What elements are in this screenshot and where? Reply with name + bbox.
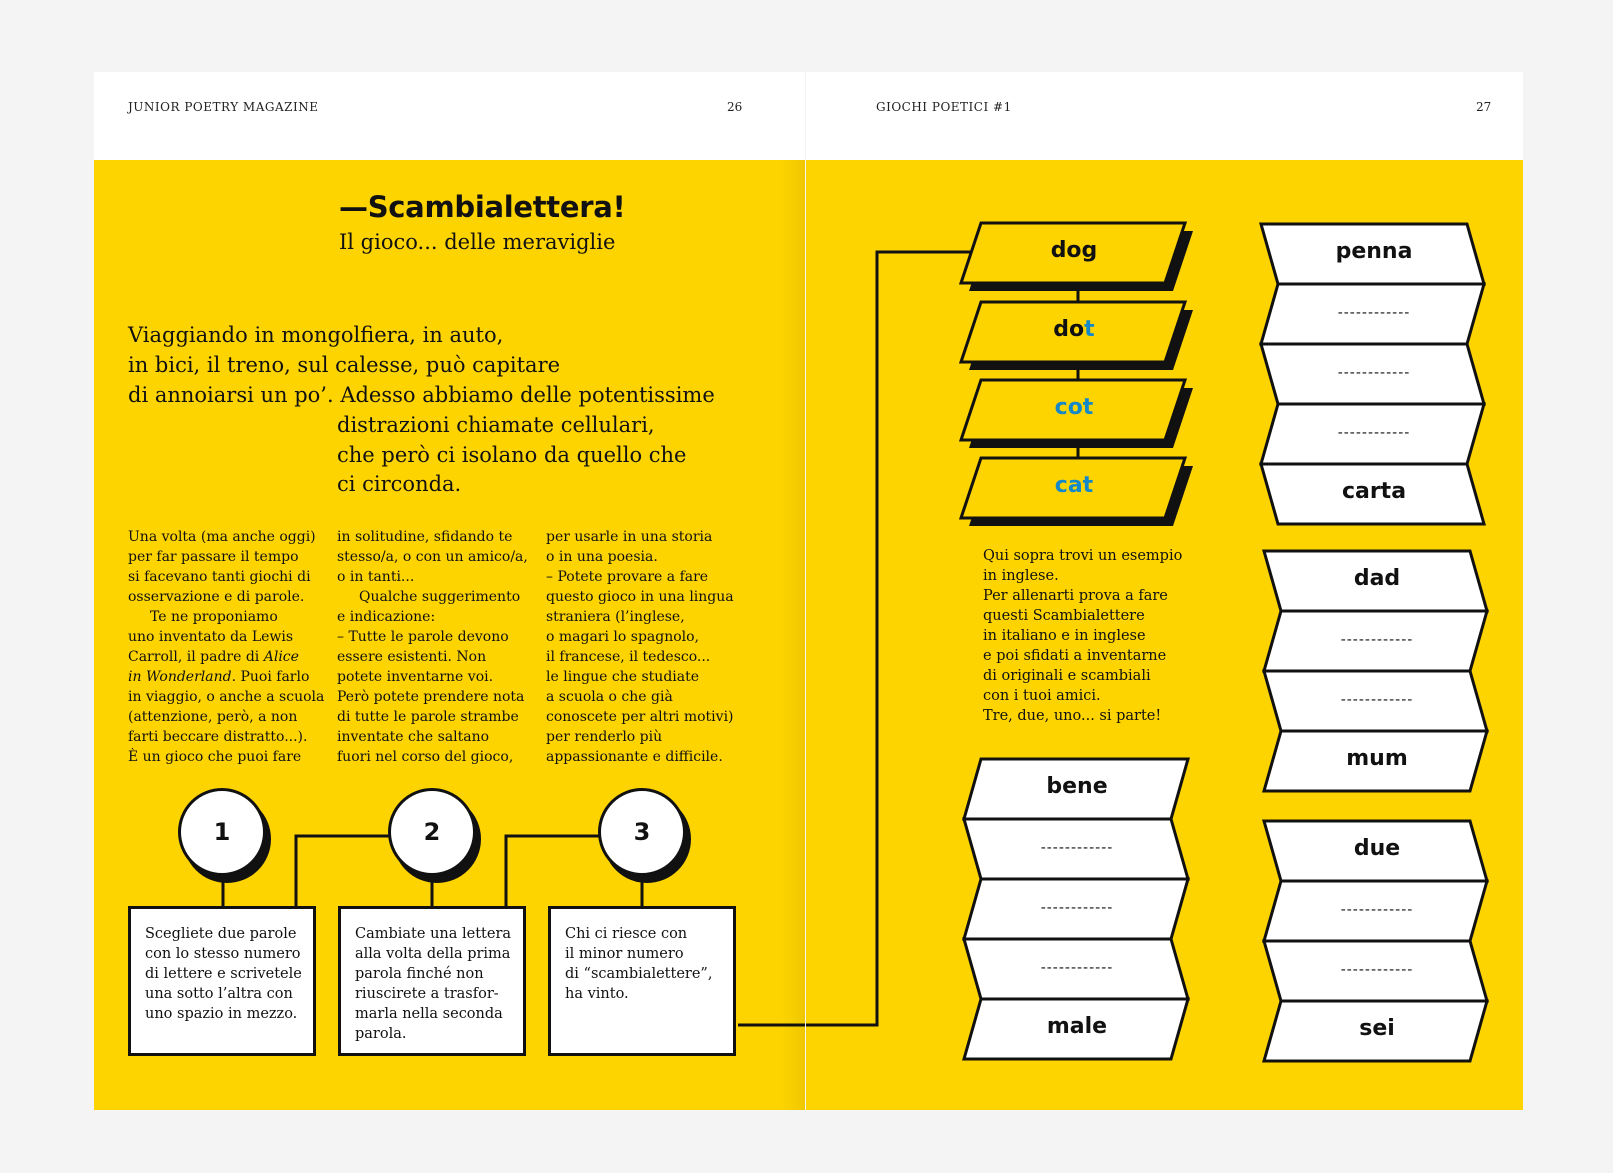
puzzle-blank-slot[interactable]: ------------ [1340, 902, 1414, 918]
step-line: parola. [355, 1026, 407, 1042]
step-line: il minor numero [565, 946, 684, 962]
body-line: È un gioco che puoi fare [128, 749, 302, 765]
puzzle-start-word-penna: penna [1335, 239, 1413, 264]
body-line: questo gioco in una lingua [546, 589, 734, 605]
step-number-3: 3 [598, 788, 686, 876]
body-line: Te ne proponiamo [150, 609, 278, 625]
body-line: inventate che saltano [337, 729, 490, 745]
body-line: osservazione e di parole. [128, 589, 305, 605]
step-box-2 [338, 906, 526, 1056]
step-line: Chi ci riesce con [565, 926, 688, 942]
right-page [806, 72, 1523, 1110]
step-line: Scegliete due parole [145, 926, 297, 942]
puzzle-start-word-due: due [1353, 836, 1401, 861]
example-word-cat [969, 473, 1179, 498]
body-line: straniera (l’inglese, [546, 609, 685, 625]
puzzle-blank-slot[interactable]: ------------ [1040, 840, 1114, 856]
body-line: in solitudine, sfidando te [337, 529, 513, 545]
body-line: in viaggio, o anche a scuola [128, 689, 325, 705]
step-line: riuscirete a trasfor- [355, 986, 499, 1002]
body-line: a scuola o che già [546, 689, 673, 705]
body-line: o magari lo spagnolo, [546, 629, 700, 645]
article-subtitle: Il gioco... delle meraviglie [339, 230, 616, 254]
step-line: di lettere e scrivetele [145, 966, 302, 982]
example-word-prefix: do [1053, 317, 1085, 342]
body-line: conoscete per altri motivi) [546, 709, 734, 725]
body-line: farti beccare distratto...). [128, 729, 308, 745]
puzzle-end-word-male: male [1046, 1014, 1108, 1039]
puzzle-blank-slot[interactable]: ------------ [1340, 632, 1414, 648]
example-line: con i tuoi amici. [983, 688, 1101, 704]
body-line: per usarle in una storia [546, 529, 713, 545]
body-line: si facevano tanti giochi di [128, 569, 311, 585]
body-line: fuori nel corso del gioco, [337, 749, 514, 765]
example-line: Qui sopra trovi un esempio [983, 548, 1183, 564]
page-number-left: 26 [727, 100, 743, 114]
intro-line-1: Viaggiando in mongolfiera, in auto, [128, 323, 504, 347]
puzzle-blank-slot[interactable]: ------------ [1337, 305, 1411, 321]
example-explanation [983, 546, 1182, 726]
body-line: le lingue che studiate [546, 669, 700, 685]
example-line: in inglese. [983, 568, 1059, 584]
puzzle-blank-slot[interactable]: ------------ [1337, 425, 1411, 441]
example-word-changed: t [1084, 317, 1095, 342]
body-line: o in tanti... [337, 569, 415, 585]
body-line: appassionante e difficile. [546, 749, 723, 765]
article-title: —Scambialettera! [339, 190, 626, 224]
puzzle-blank-slot[interactable]: ------------ [1337, 365, 1411, 381]
example-word-changed: cat [1054, 473, 1094, 498]
puzzle-end-word-sei: sei [1359, 1016, 1395, 1041]
body-line: potete inventarne voi. [337, 669, 494, 685]
puzzle-blank-slot[interactable]: ------------ [1040, 900, 1114, 916]
body-line: Qualche suggerimento [359, 589, 521, 605]
puzzle-blank-slot[interactable]: ------------ [1340, 962, 1414, 978]
intro-line-4: distrazioni chiamate cellulari, [337, 413, 655, 437]
puzzle-end-word-carta: carta [1341, 479, 1407, 504]
step-box-3 [548, 906, 736, 1056]
body-line: per renderlo più [546, 729, 663, 745]
body-line: in Wonderland. Puoi farlo [128, 669, 310, 685]
intro-line-6: ci circonda. [337, 472, 462, 496]
intro-line-2: in bici, il treno, sul calesse, può capitare [128, 353, 561, 377]
step-line: marla nella seconda [355, 1006, 503, 1022]
step-line: con lo stesso numero [145, 946, 301, 962]
page-number-right: 27 [1476, 100, 1492, 114]
puzzle-blank-slot[interactable]: ------------ [1340, 692, 1414, 708]
body-line: essere esistenti. Non [337, 649, 487, 665]
example-line: di originali e scambiali [983, 668, 1151, 684]
running-head-right: GIOCHI POETICI #1 [876, 100, 1012, 114]
example-word-dog [969, 238, 1179, 263]
running-head-left: JUNIOR POETRY MAGAZINE [128, 100, 319, 114]
body-line: per far passare il tempo [128, 549, 299, 565]
body-line: Carroll, il padre di Alice [128, 649, 299, 665]
puzzle-start-word-bene: bene [1046, 774, 1108, 799]
body-line: o in una poesia. [546, 549, 658, 565]
step-number-2: 2 [388, 788, 476, 876]
example-line: e poi sfidati a inventarne [983, 648, 1167, 664]
step-line: parola finché non [355, 966, 484, 982]
intro-line-3: di annoiarsi un po’. Adesso abbiamo delle potentissime [128, 383, 715, 407]
body-line: uno inventato da Lewis [128, 629, 294, 645]
body-line: di tutte le parole strambe [337, 709, 519, 725]
step-line: uno spazio in mezzo. [145, 1006, 298, 1022]
body-line: – Tutte le parole devono [337, 629, 509, 645]
body-line: (attenzione, però, a non [128, 709, 298, 725]
body-line: – Potete provare a fare [546, 569, 709, 585]
body-line: e indicazione: [337, 609, 436, 625]
example-line: questi Scambialettere [983, 608, 1145, 624]
step-line: di “scambialettere”, [565, 966, 713, 982]
example-line: Per allenarti prova a fare [983, 588, 1168, 604]
step-line: ha vinto. [565, 986, 629, 1002]
body-line: Una volta (ma anche oggi) [128, 529, 316, 545]
example-line: in italiano e in inglese [983, 628, 1146, 644]
left-page [94, 72, 805, 1110]
step-number-1: 1 [178, 788, 266, 876]
step-line: alla volta della prima [355, 946, 511, 962]
example-word-cot [969, 395, 1179, 420]
body-line: il francese, il tedesco... [546, 649, 711, 665]
example-word-dot [969, 317, 1179, 342]
puzzle-blank-slot[interactable]: ------------ [1040, 960, 1114, 976]
example-line: Tre, due, uno... si parte! [983, 708, 1162, 724]
intro-line-5: che però ci isolano da quello che [337, 443, 687, 467]
step-line: una sotto l’altra con [145, 986, 293, 1002]
puzzle-start-word-dad: dad [1353, 566, 1401, 591]
example-word-changed: cot [1054, 395, 1094, 420]
puzzle-end-word-mum: mum [1346, 746, 1408, 771]
example-word-prefix: dog [1050, 238, 1098, 263]
body-line: stesso/a, o con un amico/a, [337, 549, 528, 565]
step-line: Cambiate una lettera [355, 926, 512, 942]
body-line: Però potete prendere nota [337, 689, 525, 705]
step-box-1 [128, 906, 316, 1056]
